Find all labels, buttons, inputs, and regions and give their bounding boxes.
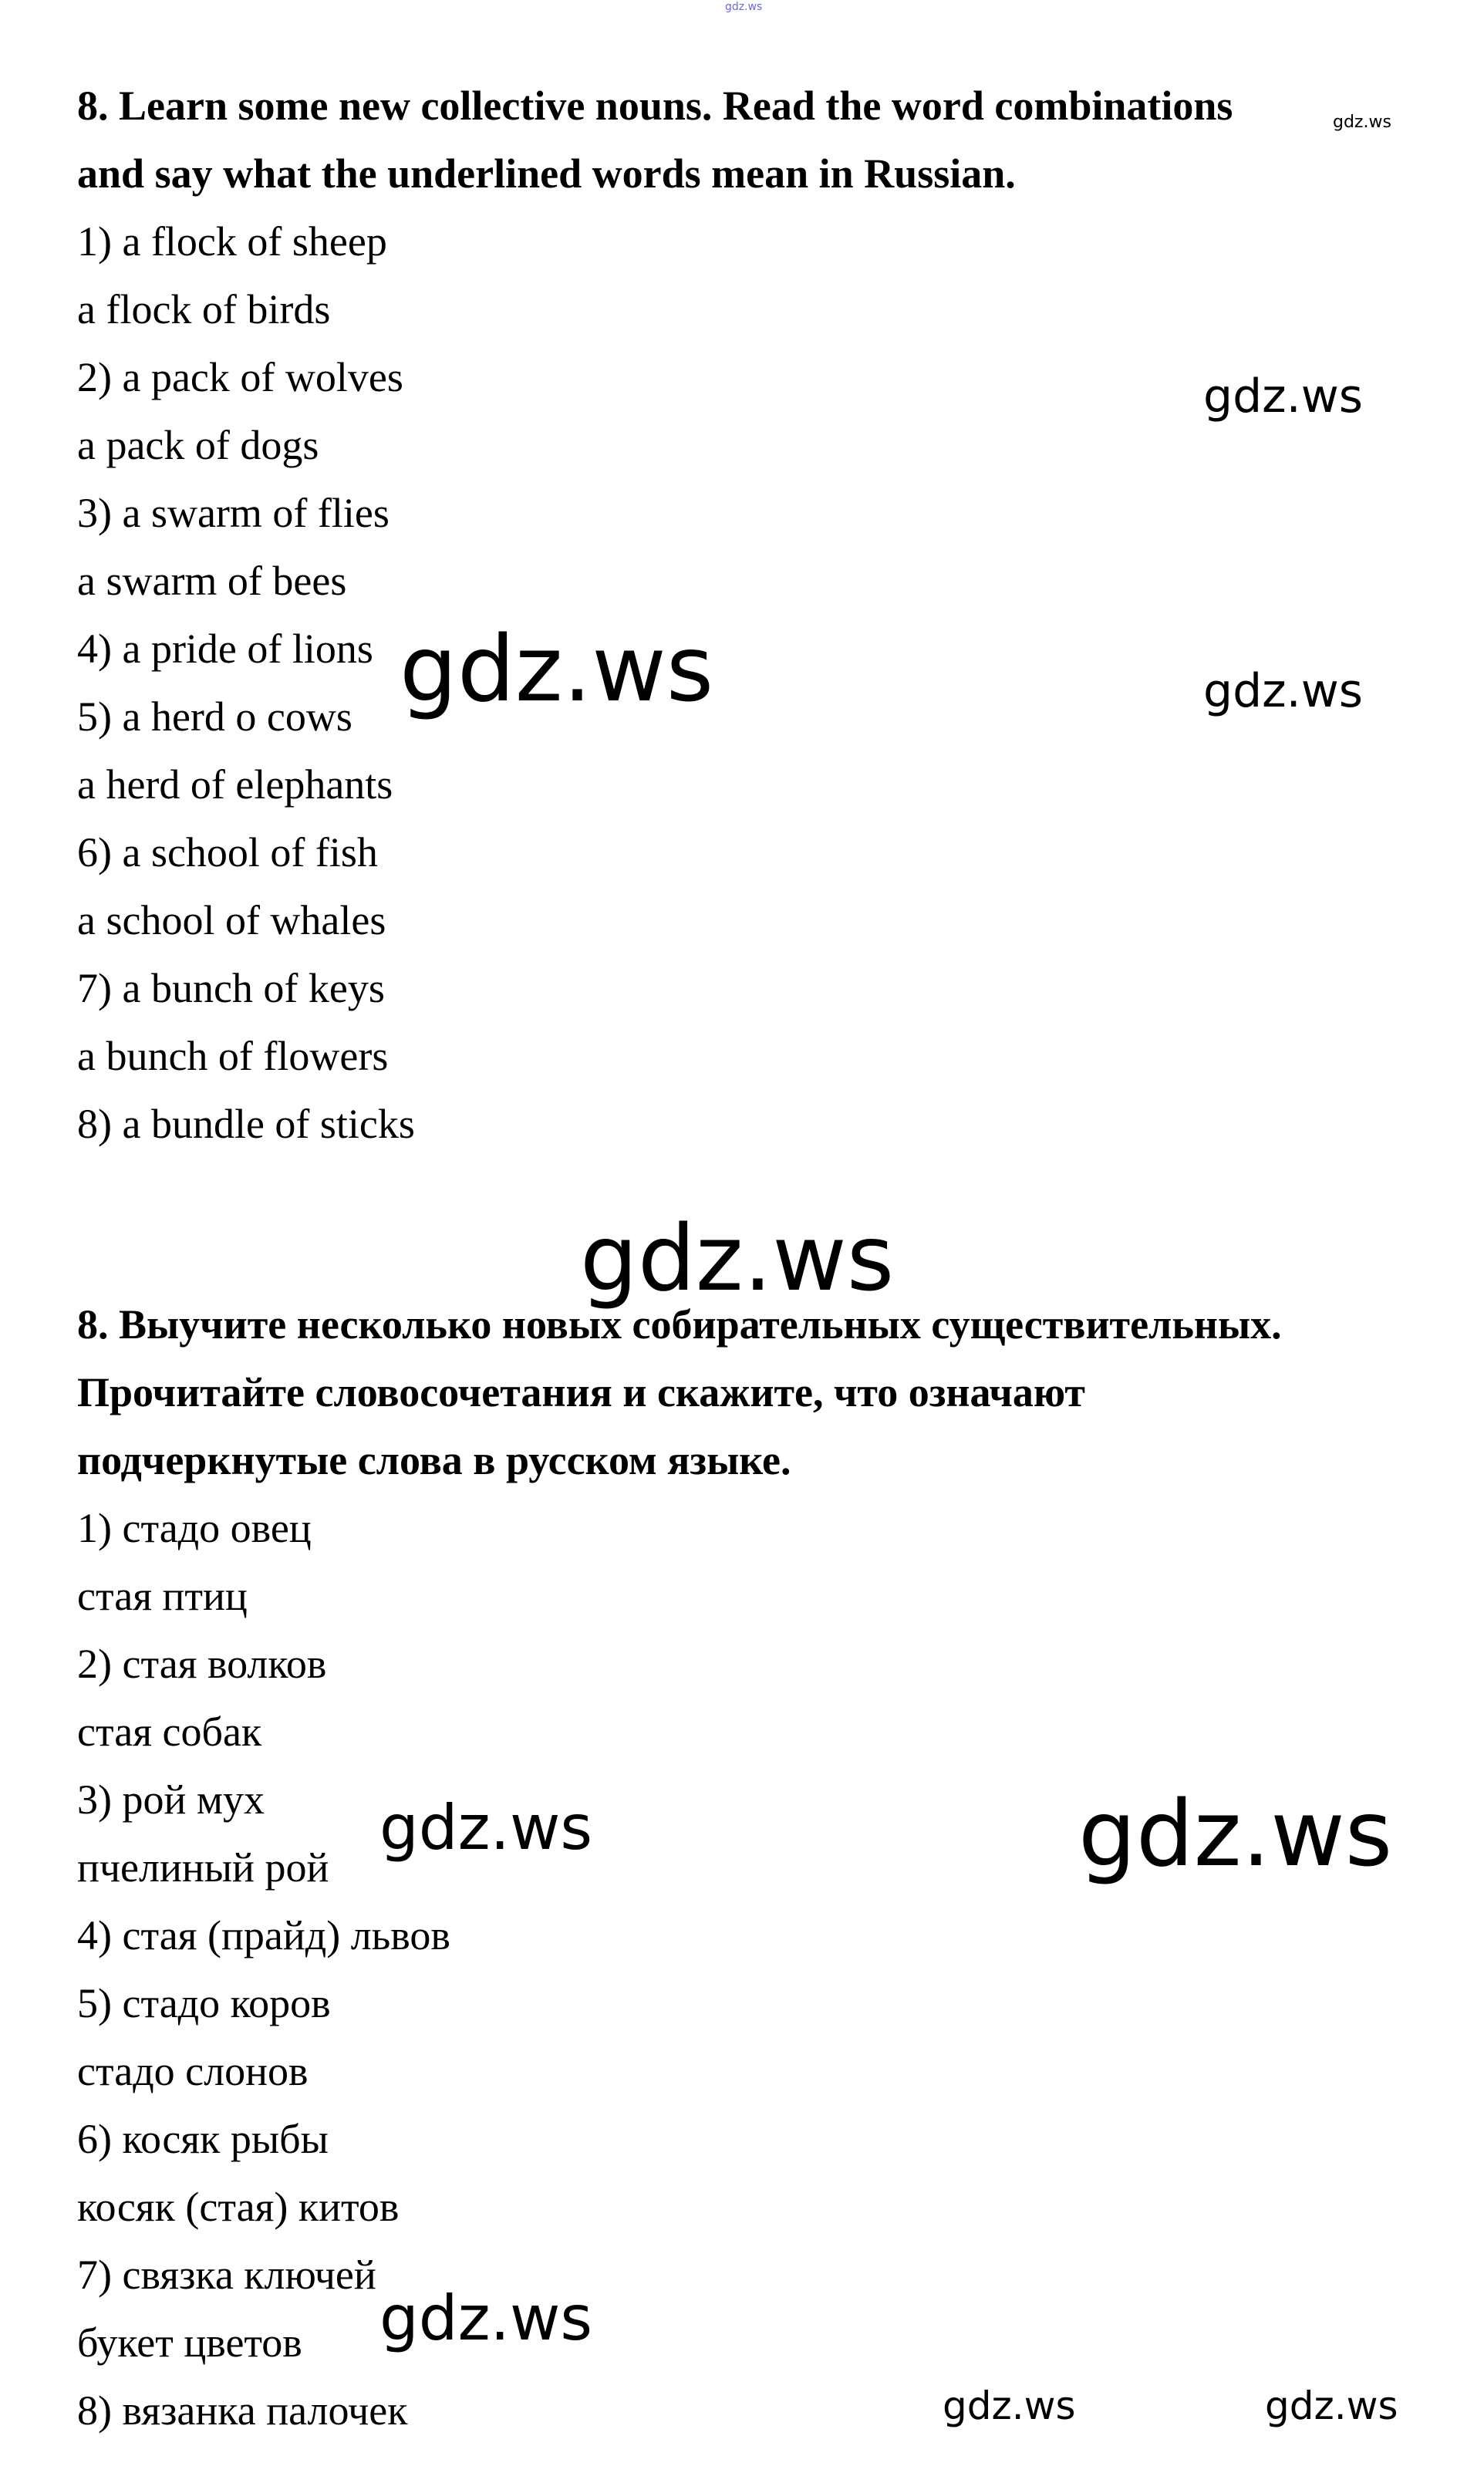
watermark-russian-right-large: gdz.ws bbox=[1078, 1780, 1393, 1887]
russian-item-14: 8) вязанка палочек bbox=[77, 2387, 408, 2434]
english-item-1: 1) a flock of sheep bbox=[77, 218, 387, 265]
russian-item-4: стая собак bbox=[77, 1709, 262, 1755]
russian-item-7: 4) стая (прайд) львов bbox=[77, 1912, 450, 1958]
watermark-english-right-1: gdz.ws bbox=[1203, 369, 1364, 423]
english-item-12: 7) a bunch of keys bbox=[77, 965, 385, 1011]
russian-item-3: 2) стая волков bbox=[77, 1641, 327, 1687]
watermark-english-right-2: gdz.ws bbox=[1203, 664, 1364, 718]
watermark-bottom-middle: gdz.ws bbox=[943, 2383, 1076, 2428]
english-item-6: a swarm of bees bbox=[77, 558, 347, 604]
watermark-middle: gdz.ws bbox=[580, 1205, 895, 1311]
russian-item-1: 1) стадо овец bbox=[77, 1505, 312, 1551]
russian-item-9: стадо слонов bbox=[77, 2048, 309, 2094]
english-title-line-2: and say what the underlined words mean in Russian. bbox=[77, 150, 1016, 197]
english-item-9: a herd of elephants bbox=[77, 761, 393, 808]
english-item-5: 3) a swarm of flies bbox=[77, 490, 390, 536]
watermark-title-small: gdz.ws bbox=[1333, 113, 1391, 132]
english-title-line-1: 8. Learn some new collective nouns. Read the word combinations bbox=[77, 83, 1233, 129]
russian-item-8: 5) стадо коров bbox=[77, 1980, 331, 2026]
russian-item-2: стая птиц bbox=[77, 1573, 248, 1619]
russian-title-line-2: Прочитайте словосочетания и скажите, что означают bbox=[77, 1369, 1085, 1415]
russian-title-line-1: 8. Выучите несколько новых собирательных существительных. bbox=[77, 1301, 1282, 1348]
russian-item-5: 3) рой мух bbox=[77, 1776, 265, 1823]
english-item-2: a flock of birds bbox=[77, 286, 331, 332]
russian-item-12: 7) связка ключей bbox=[77, 2252, 376, 2298]
watermark-russian-left-2: gdz.ws bbox=[379, 2282, 593, 2354]
english-item-13: a bunch of flowers bbox=[77, 1033, 389, 1079]
english-item-3: 2) a pack of wolves bbox=[77, 354, 403, 400]
english-item-8: 5) a herd o cows bbox=[77, 693, 352, 740]
watermark-bottom-right: gdz.ws bbox=[1265, 2383, 1398, 2428]
russian-item-13: букет цветов bbox=[77, 2319, 302, 2366]
russian-item-11: косяк (стая) китов bbox=[77, 2184, 400, 2230]
russian-title-line-3: подчеркнутые слова в русском языке. bbox=[77, 1437, 791, 1483]
english-item-10: 6) a school of fish bbox=[77, 829, 378, 875]
watermark-russian-left-1: gdz.ws bbox=[379, 1792, 593, 1864]
english-item-14: 8) a bundle of sticks bbox=[77, 1101, 415, 1147]
russian-item-6: пчелиный рой bbox=[77, 1844, 329, 1891]
watermark-english-center: gdz.ws bbox=[400, 616, 714, 722]
english-item-7: 4) a pride of lions bbox=[77, 626, 373, 672]
english-item-4: a pack of dogs bbox=[77, 422, 319, 468]
watermark-top: gdz.ws bbox=[725, 1, 763, 13]
english-item-11: a school of whales bbox=[77, 897, 386, 943]
russian-item-10: 6) косяк рыбы bbox=[77, 2116, 329, 2162]
